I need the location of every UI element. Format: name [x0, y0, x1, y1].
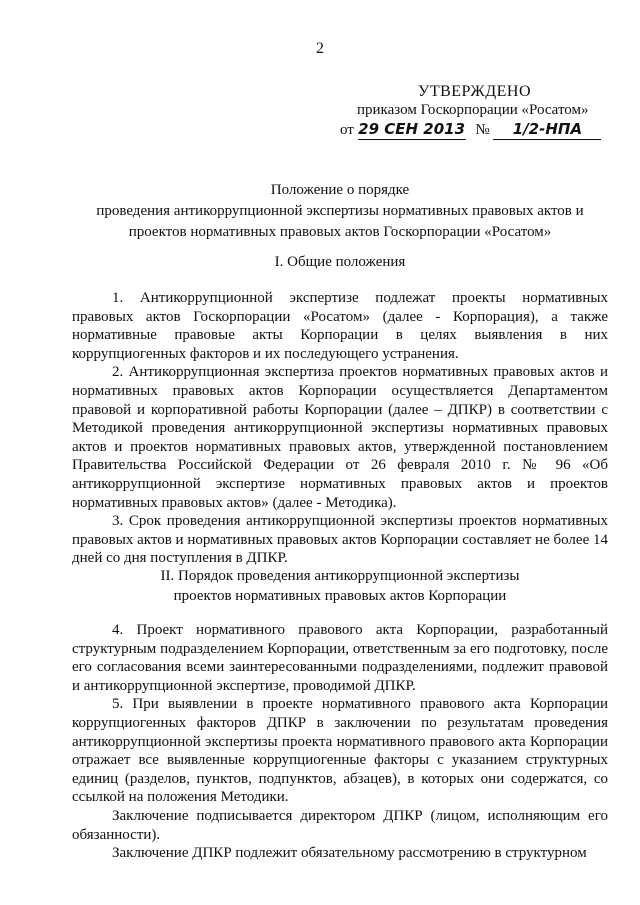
number-label: № [475, 122, 490, 138]
paragraph-1: 1. Антикоррупционной экспертизе подлежат проекты нормативных правовых актов Госкорпорации «Росатом» (далее - Корпорация), а также нормативные правовые акты Корпорации в целях выявления в них коррупциогенных факторов и их последующего устранения. [72, 290, 608, 362]
paragraph-3: 3. Срок проведения антикоррупционной экспертизы проектов нормативных правовых актов и нормативных правовых актов Корпорации составляет не более 14 дней со дня поступления в ДПКР. [72, 513, 608, 567]
section-1-body [72, 289, 608, 568]
section-2-heading-line-1: II. Порядок проведения антикоррупционной экспертизы [160, 568, 520, 584]
section-2-body [72, 621, 608, 863]
section-2-heading [60, 566, 620, 606]
title-line-2: проведения антикоррупционной экспертизы нормативных правовых актов и [96, 203, 584, 219]
approval-number: 1/2-НПА [493, 120, 601, 140]
section-2-heading-line-2: проектов нормативных правовых актов Корпорации [173, 588, 507, 604]
approval-word: УТВЕРЖДЕНО [418, 83, 532, 100]
approval-date: 29 СЕН 2013 [358, 120, 466, 138]
paragraph-6: Заключение подписывается директором ДПКР (лицом, исполняющим его обязанности). [72, 807, 608, 843]
title-line-1: Положение о порядке [270, 182, 410, 198]
approval-block [340, 82, 610, 140]
paragraph-7: Заключение ДПКР подлежит обязательному рассмотрению в структурном [112, 845, 587, 862]
paragraph-5: 5. При выявлении в проекте нормативного правового акта Корпорации коррупциогенных факторов ДПКР в заключении по результатам проведения антикоррупционной экспертизы проекта нормативного правового акта Корпорации отражает все выявленные коррупциогенные факторы с указанием структурных единиц (разделов, пунктов, подпунктов, абзацев), в которых они содержатся, со ссылкой на положения Методики. [72, 696, 608, 806]
approval-date-line [340, 120, 610, 140]
document-title [60, 180, 620, 243]
page-number: 2 [316, 40, 324, 57]
title-line-3: проектов нормативных правовых актов Госкорпорации «Росатом» [128, 224, 552, 240]
section-1-heading: I. Общие положения [274, 254, 406, 270]
from-label: от [340, 122, 354, 138]
paragraph-2: 2. Антикоррупционная экспертиза проектов нормативных правовых актов и нормативных правовых актов Корпорации осуществляется Департаментом правовой и корпоративной работы Корпорации (далее – ДПКР) в соответствии с Методикой проведения антикоррупционной экспертизы нормативных правовых актов и проектов нормативных правовых актов, утвержденной постановлением Правительства Российской Федерации от 26 февраля 2010 г. № 96 «Об антикоррупционной экспертизе нормативных правовых актов и проектов нормативных правовых актов» (далее - Методика). [72, 364, 608, 511]
paragraph-4: 4. Проект нормативного правового акта Корпорации, разработанный структурным подразделением Корпорации, ответственным за его подготовку, после его согласования всеми заинтересованными подразделениями, подлежит правовой и антикоррупционной экспертизе, проводимой ДПКР. [72, 622, 608, 694]
approval-order: приказом Госкорпорации «Росатом» [357, 102, 589, 118]
